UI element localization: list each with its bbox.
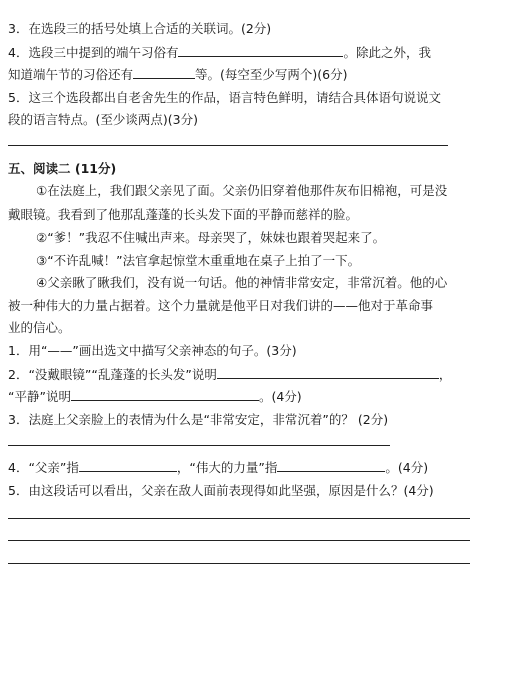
question-4-text-c: 知道端午节的习俗还有 bbox=[8, 67, 134, 82]
answer-line-question-5-1[interactable] bbox=[8, 518, 470, 519]
section-5-heading: 五、阅读二 (11分) bbox=[8, 161, 117, 176]
answer-blank-appearance[interactable] bbox=[217, 366, 439, 379]
answer-line-language-features[interactable] bbox=[8, 145, 448, 146]
question-4-text-a: 4．选段三中提到的端午习俗有 bbox=[8, 45, 179, 60]
passage-paragraph-2: ②“爹！”我忍不住喊出声来。母亲哭了，妹妹也跟着哭起来了。 bbox=[36, 230, 386, 245]
question-4-text-a: 4．“父亲”指 bbox=[8, 460, 79, 475]
question-4-text-c: 。(4分) bbox=[385, 460, 429, 475]
question-2-text-a: 2．“没戴眼镜”“乱蓬蓬的长头发”说明 bbox=[8, 367, 217, 382]
answer-line-question-3[interactable] bbox=[8, 445, 390, 446]
answer-blank-great-power[interactable] bbox=[277, 459, 385, 472]
answer-blank-father[interactable] bbox=[79, 459, 177, 472]
question-2-line2 bbox=[8, 388, 302, 405]
question-1: 1．用“——”画出选文中描写父亲神态的句子。(3分) bbox=[8, 343, 297, 358]
answer-blank-customs[interactable] bbox=[178, 44, 343, 57]
passage-paragraph-3: ③“不许乱喊！”法官拿起惊堂木重重地在桌子上拍了一下。 bbox=[36, 253, 361, 268]
question-5-previous-line2: 段的语言特点。(至少谈两点)(3分) bbox=[8, 112, 198, 127]
answer-line-question-5-2[interactable] bbox=[8, 540, 470, 541]
passage-paragraph-4-line1: ④父亲瞅了瞅我们，没有说一句话。他的神情非常安定，非常沉着。他的心 bbox=[36, 275, 448, 290]
question-4-text-d: 等。(每空至少写两个)(6分) bbox=[195, 67, 348, 82]
answer-blank-other-customs[interactable] bbox=[133, 66, 195, 79]
question-2-text-b: ， bbox=[438, 367, 452, 382]
passage-paragraph-1-line2: 戴眼镜。我看到了他那乱蓬蓬的长头发下面的平静而慈祥的脸。 bbox=[8, 207, 359, 222]
passage-paragraph-1-line1: ①在法庭上，我们跟父亲见了面。父亲仍旧穿着他那件灰布旧棉袍，可是没 bbox=[36, 183, 448, 198]
question-3-previous: 3．在选段三的括号处填上合适的关联词。(2分) bbox=[8, 21, 272, 36]
answer-line-question-5-3[interactable] bbox=[8, 563, 470, 564]
question-5-previous-line1: 5．这三个选段都出自老舍先生的作品，语言特色鲜明，请结合具体语句说说文 bbox=[8, 90, 441, 105]
question-4-text-b: ，“伟大的力量”指 bbox=[176, 460, 278, 475]
question-4 bbox=[8, 459, 428, 476]
passage-paragraph-4-line2: 被一种伟大的力量占据着。这个力量就是他平日对我们讲的——他对于革命事 bbox=[8, 298, 434, 313]
question-3: 3．法庭上父亲脸上的表情为什么是“非常安定，非常沉着”的？ (2分) bbox=[8, 412, 389, 427]
question-4-text-b: 。除此之外，我 bbox=[343, 45, 431, 60]
question-5: 5．由这段话可以看出，父亲在敌人面前表现得如此坚强，原因是什么？(4分) bbox=[8, 483, 434, 498]
question-4-previous bbox=[8, 44, 431, 61]
question-4-previous-line2 bbox=[8, 66, 347, 83]
question-2-text-d: 。(4分) bbox=[258, 389, 302, 404]
passage-paragraph-4-line3: 业的信心。 bbox=[8, 320, 71, 335]
question-2-line1 bbox=[8, 366, 451, 383]
question-2-text-c: “平静”说明 bbox=[8, 389, 71, 404]
answer-blank-calm[interactable] bbox=[71, 388, 259, 401]
